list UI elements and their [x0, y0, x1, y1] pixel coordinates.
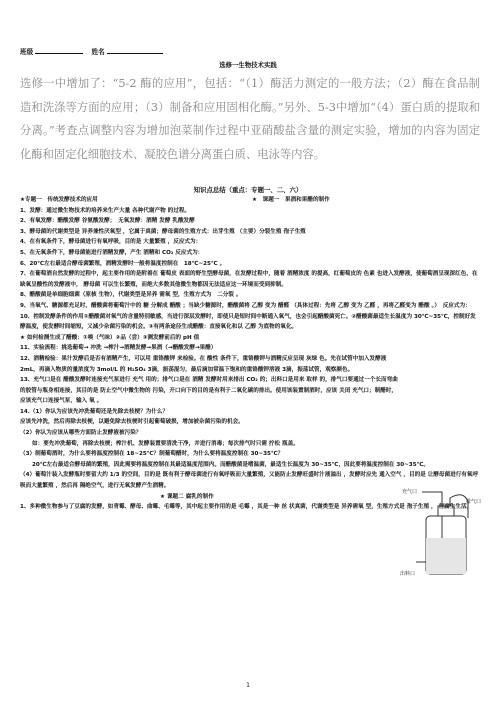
- summary-title: 知识点总结（重点：专题一、二、六）: [193, 186, 303, 194]
- content-line: 20℃左右最适合酵母菌的繁殖，因此需要将温度控制在其最适温度范围内。而醋酸菌是嗜温菌，最适生长温度为 30~35℃，因此要将温度控制在 30~35℃。: [32, 461, 429, 468]
- content-line: 13、充气口是在 醋酸发酵时连接充气泵进行 充气 用的；排气口是在 酒精 发酵时用来排出 CO₂ 的；出料口是用来 取样 的，排气口要通过一个长而弯曲的胶管与瓶身相连接，其目的是 防止空气中微生物的 污染，开口向下的目的是有利于二氧化碳的排出。使用该装置制酒时，应该 关闭 充气口；制醋时，应该充气口连接气泵，输入 氧 。: [20, 377, 398, 405]
- page-number: 1: [246, 682, 250, 689]
- class-label: 班级: [20, 48, 34, 56]
- content-line: ★ 如何检测生成了醋酸：①嗅（气味）②品（尝）③测发酵前后的 pH 值: [20, 334, 200, 341]
- intro-paragraph: [20, 72, 480, 166]
- intro-text: 选修一中增加了：“5-2 酶的应用”，包括：“（1）酶活力测定的一般方法；（2）酶在食品制造和洗涤等方面的应用；（3）制备和应用固相化酶。”另外、5-3中增加“（4）蛋白质的提取和分离。”考查点调整内容为增加泡菜制作过程中亚硝酸盐含量的测定实验，增加的内容为固定化酶和固定化细胞技术、凝胶色谱分离蛋白质、电泳等内容。: [20, 77, 480, 161]
- content-line: 11、实验流程：挑选葡萄→ 冲洗 →榨汁→酒精发酵→果酒（→醋酸发酵→果醋）: [20, 345, 217, 352]
- topic1-heading: ★ 课题一 果酒和果醋的制作: [252, 197, 330, 203]
- section1-heading: ★专题一 传统发酵技术的应用: [20, 197, 98, 203]
- content-line: 1、发酵：通过微生物技术的培养来生产大量 各种代谢产物 的过程。: [20, 207, 191, 214]
- content-line: 3、酵母菌的代谢类型是 异养兼性厌氧型 ，它属于真菌；酵母菌的生殖方式：出芽生殖 （主要）分裂生殖 孢子生殖: [20, 228, 306, 235]
- content-line: 8、醋酸菌是单细胞细菌（原核 生物），代谢类型是异养 需氧 型，生殖方式为 二分裂 。: [20, 292, 242, 299]
- fermentation-bottle-figure: [400, 488, 486, 580]
- section2-heading: ★ 课题二 腐乳的制作: [160, 493, 214, 500]
- student-info-line: [20, 46, 169, 56]
- content-line: 1、多种微生物参与了豆腐的发酵，如青霉、酵母、曲霉、毛霉等，其中起主要作用的是 毛霉 ，其是一种 丝 状真菌，代谢类型是 异养需氧 型，生殖方式是 孢子生殖 ， 营腐生生活。: [20, 504, 473, 511]
- content-line: 12、酒精检验：果汁发酵后是否有酒精产生，可以用 重铬酸钾 来检验。在 酸性 条件下，重铬酸钾与酒精反应呈现 灰绿 色。先在试管中加入发酵液 2mL，再滴入物质的量浓度为 3mol/L 的 H₂SO₄ 3滴，振荡混匀，最后滴加常温下饱和的重铬酸钾溶液 3滴，振荡试管，观察颜色。: [20, 355, 387, 373]
- content-line: 7、在葡萄酒自然发酵的过程中，起主要作用的是附着在 葡萄皮 表面的野生型酵母菌，在发酵过程中，随着 酒精浓度 的提高，红葡萄皮的 色素 也进入发酵液，使葡萄酒呈现深红色，在缺氧呈酸性的发酵液中， 酵母菌 可以生长繁殖，而绝大多数其他微生物都因无法适应这一环境而受到抑制。: [20, 271, 478, 288]
- content-line: 9、当氧气、糖源都充足时，醋酸菌将葡萄汁中的 糖 分解成 醋酸 ；当缺少糖源时，醋酸菌将 乙醇 变为 醋醛 （具体过程：先将 乙醇 变为 乙醛 ，再将乙醛变为 醋酸 。） 反应式为：: [20, 302, 471, 309]
- name-label: 姓名: [91, 48, 105, 56]
- inlet-label: 充气口: [402, 489, 418, 495]
- document-title: 选修一生物技术实践: [219, 61, 277, 69]
- content-line: 2、有氧发酵：醋酸发酵 谷氨酸发酵； 无氧发酵：酒精 发酵 乳酸发酵: [20, 218, 195, 225]
- content-line: 应该先冲洗，然后再除去枝梗，以避免除去枝梗时引起葡萄破损，增加被杂菌污染的机会。: [20, 419, 244, 426]
- outlet-label: 排气口: [466, 499, 482, 505]
- section-heading-row: [20, 195, 480, 206]
- content-line: 10、控制发酵条件的作用①醋酸菌对氧气的含量特别敏感，当进行深层发酵时，即使只是短时间中断通入氧气，也会引起醋酸菌死亡。②醋酸菌最适生长温度为 30℃~35℃，控制好发酵温度，使发酵时间缩短，又减少杂菌污染的机会。③有两条途径生成醋酸：直接氧化和以 乙醇 为底物的氧化。: [20, 313, 476, 331]
- content-line: （4）葡萄汁装入发酵瓶时要留大约 1/3 的空间，目的是 既有利于酵母菌进行有氧呼吸而大量繁殖，又能防止发酵旺盛时汁液溢出 ，发酵时应先 通入空气 ，目的是 让酵母菌进行有氧呼吸而大量繁殖 ，然后再 隔绝空气，进行无氧发酵产生酒精。: [20, 472, 479, 490]
- content-line: （3）制葡萄酒时，为什么要将温度控制在 18~25℃？制葡萄醋时，为什么要将温度控制在 30~35℃？: [20, 451, 284, 458]
- content-line: 14.（1）你认为应该先冲洗葡萄还是先除去枝梗？为什么？: [20, 408, 169, 415]
- content-line: 如：要先冲洗葡萄，再除去枝梗；榨汁机、发酵装置要清洗干净，并进行消毒；每次排气时只需 拧松 瓶盖。: [32, 440, 299, 447]
- name-blank[interactable]: [107, 53, 163, 54]
- content-line: （2）你认为应该从哪些方面防止发酵液被污染？: [20, 430, 142, 437]
- sample-label: 出料口: [400, 571, 416, 577]
- content-body: [20, 195, 480, 513]
- class-blank[interactable]: [35, 53, 83, 54]
- content-line: 4、在有氧条件下，酵母菌进行有氧呼吸，目的是 大量繁殖 ，反应式为：: [20, 239, 202, 246]
- content-line: 5、在无氧条件下，酵母菌能进行酒精发酵，产生 酒精和 CO₂ 反应式为：: [20, 249, 204, 256]
- content-line: 6、20℃左右最适合酵母菌繁殖，酒精发酵时一般将温度控制在 18℃~25℃ 。: [20, 260, 226, 267]
